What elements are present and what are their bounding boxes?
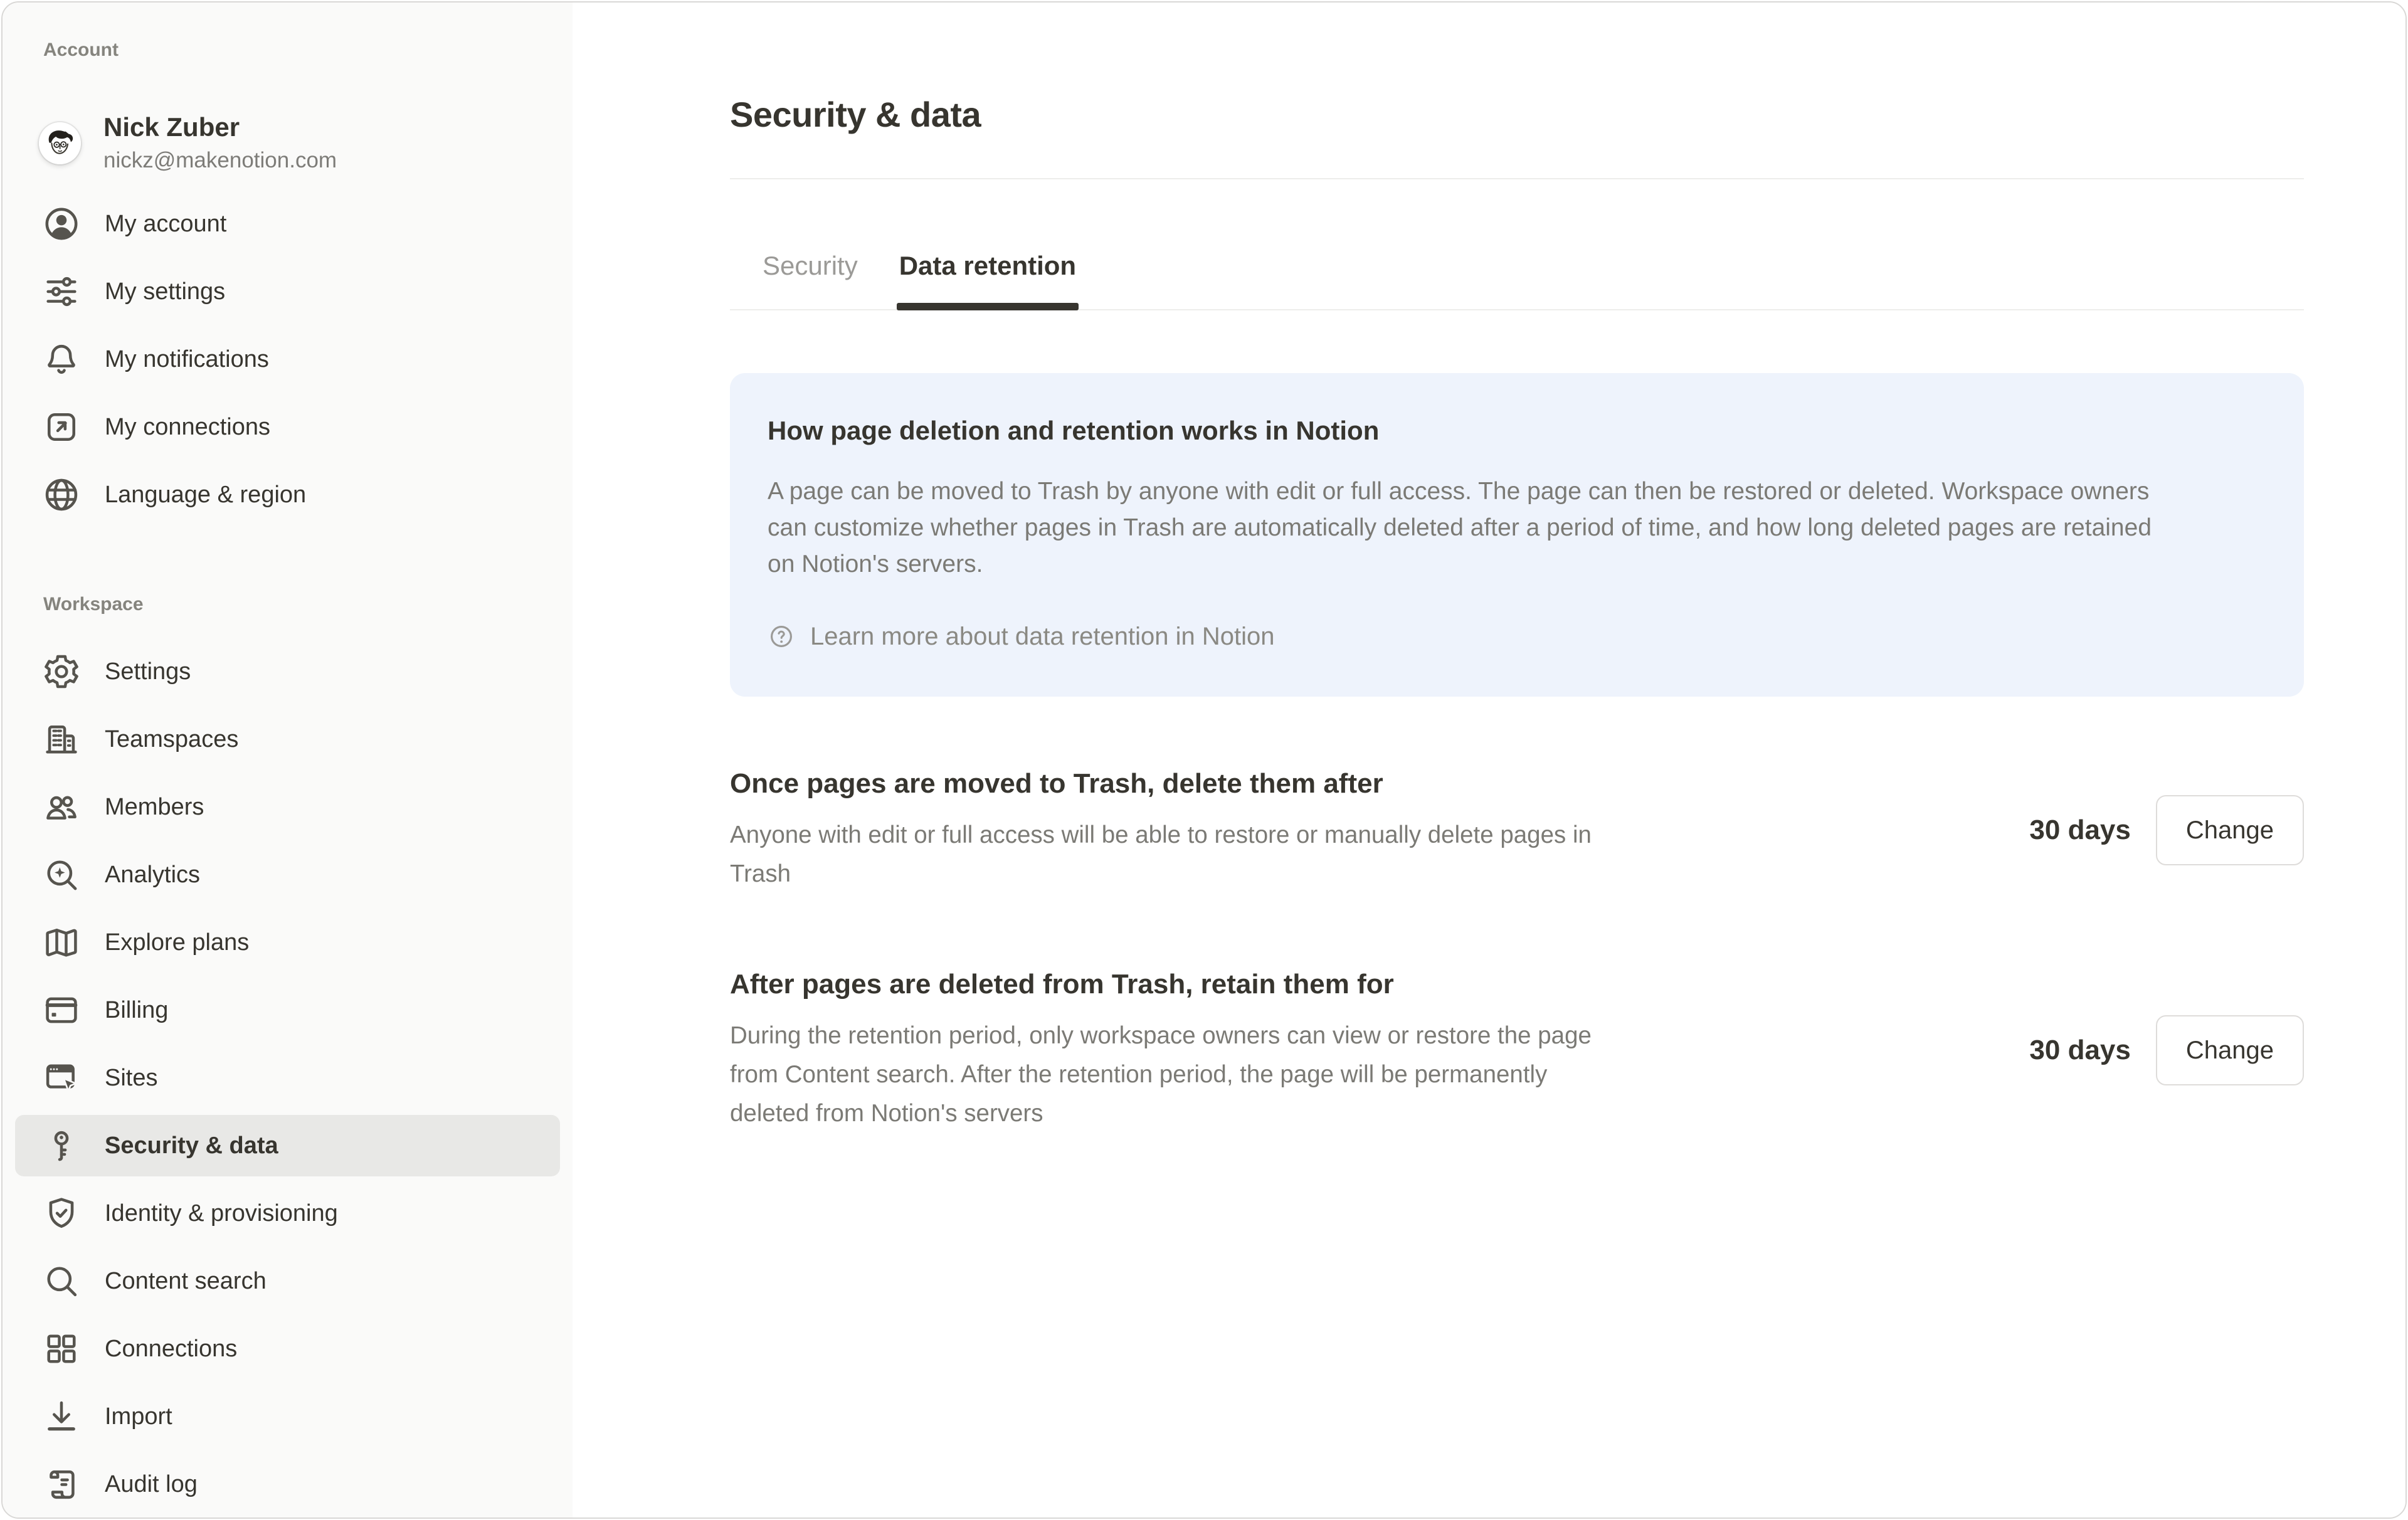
settings-modal xyxy=(1,1,2407,1519)
sidebar-item-label: Sites xyxy=(105,1064,158,1091)
sidebar-item-billing[interactable] xyxy=(15,979,560,1041)
avatar xyxy=(39,122,81,164)
setting-description: Anyone with edit or full access will be able to restore or manually delete pages in Trash xyxy=(730,821,1592,887)
workspace-section-header: Workspace xyxy=(43,594,144,615)
sidebar-item-sites[interactable] xyxy=(15,1047,560,1109)
browser-cursor-icon xyxy=(41,1058,82,1098)
sidebar-item-label: Audit log xyxy=(105,1470,198,1497)
sidebar-item-analytics[interactable] xyxy=(15,844,560,905)
change-button[interactable]: Change xyxy=(2156,1015,2304,1085)
setting-controls xyxy=(2029,795,2304,865)
change-button[interactable]: Change xyxy=(2156,795,2304,865)
sidebar-item-label: Billing xyxy=(105,996,169,1023)
sidebar-item-audit-log[interactable] xyxy=(15,1454,560,1515)
sidebar-item-label: Members xyxy=(105,793,204,820)
settings-content xyxy=(573,3,2405,1517)
workspace-nav-list xyxy=(3,641,573,1515)
magnifier-sparkle-icon xyxy=(41,855,82,895)
tab-bar xyxy=(730,250,2304,310)
search-icon xyxy=(41,1261,82,1301)
user-circle-icon xyxy=(41,204,82,244)
setting-description: During the retention period, only workspace owners can view or restore the page from Content search. After the retention period, the page will be permanently deleted from Notion's servers xyxy=(730,1022,1592,1127)
sidebar-item-my-connections[interactable] xyxy=(15,396,560,458)
sidebar-item-language-region[interactable] xyxy=(15,464,560,525)
help-circle-icon xyxy=(768,623,795,650)
sliders-icon xyxy=(41,272,82,312)
setting-row-after-pages-are-deleted-from-trash-retain-them-for xyxy=(730,968,2304,1133)
sidebar-item-members[interactable] xyxy=(15,776,560,838)
map-icon xyxy=(41,922,82,963)
learn-more-link[interactable] xyxy=(768,620,1275,653)
learn-more-label: Learn more about data retention in Notion xyxy=(810,623,1275,650)
sidebar-item-label: My account xyxy=(105,210,227,237)
sidebar-item-label: My connections xyxy=(105,413,271,440)
sidebar-item-settings[interactable] xyxy=(15,641,560,702)
user-name: Nick Zuber xyxy=(103,112,240,142)
sidebar-item-label: Settings xyxy=(105,658,191,685)
sidebar-item-label: Identity & provisioning xyxy=(105,1200,338,1227)
title-divider xyxy=(730,178,2304,179)
info-box-body: A page can be moved to Trash by anyone with edit or full access. The page can then be restored or deleted. Workspace owners can customize whether pages in Trash are automatically deleted after a period of time, and how long deleted pages are retained on Notion's servers. xyxy=(768,478,2152,578)
settings-rows xyxy=(730,767,2304,1133)
sidebar-item-label: My notifications xyxy=(105,346,269,372)
tab-security[interactable]: Security xyxy=(763,251,858,280)
tab-data-retention[interactable]: Data retention xyxy=(899,250,1076,309)
info-box-title: How page deletion and retention works in Notion xyxy=(768,416,1380,445)
sidebar-item-label: Connections xyxy=(105,1335,238,1362)
retention-value: 30 days xyxy=(2029,1035,2131,1065)
sidebar-item-my-account[interactable] xyxy=(15,193,560,255)
grid-icon xyxy=(41,1329,82,1369)
setting-title: Once pages are moved to Trash, delete them after xyxy=(730,768,1383,799)
sidebar-item-my-notifications[interactable] xyxy=(15,329,560,390)
globe-icon xyxy=(41,475,82,515)
setting-text xyxy=(730,767,1627,894)
sidebar-item-connections[interactable] xyxy=(15,1318,560,1380)
sidebar-item-label: Language & region xyxy=(105,481,307,508)
retention-info-box xyxy=(730,373,2304,697)
arrow-up-right-square-icon xyxy=(41,407,82,447)
user-identity xyxy=(103,112,337,174)
shield-check-icon xyxy=(41,1193,82,1233)
account-section-header: Account xyxy=(43,40,119,60)
sidebar-item-label: My settings xyxy=(105,278,226,305)
people-icon xyxy=(41,787,82,827)
sidebar-item-label: Import xyxy=(105,1403,172,1430)
sidebar-item-label: Security & data xyxy=(105,1132,278,1159)
account-nav-list xyxy=(3,193,573,525)
setting-title: After pages are deleted from Trash, retain them for xyxy=(730,969,1394,1000)
retention-value: 30 days xyxy=(2029,815,2131,845)
sidebar-item-explore-plans[interactable] xyxy=(15,912,560,973)
sidebar-item-label: Teamspaces xyxy=(105,726,239,752)
key-icon xyxy=(41,1126,82,1166)
setting-row-once-pages-are-moved-to-trash-delete-them-after xyxy=(730,767,2304,894)
building-icon xyxy=(41,719,82,759)
gear-icon xyxy=(41,652,82,692)
sidebar-item-teamspaces[interactable] xyxy=(15,709,560,770)
setting-text xyxy=(730,968,1627,1133)
bell-icon xyxy=(41,339,82,379)
settings-sidebar xyxy=(3,3,573,1517)
sidebar-item-label: Content search xyxy=(105,1267,267,1294)
setting-controls xyxy=(2029,1015,2304,1085)
sidebar-item-label: Analytics xyxy=(105,861,201,888)
credit-card-icon xyxy=(41,990,82,1030)
sidebar-item-content-search[interactable] xyxy=(15,1250,560,1312)
sidebar-item-my-settings[interactable] xyxy=(15,261,560,322)
sidebar-item-security-data[interactable] xyxy=(15,1115,560,1176)
audit-scroll-icon xyxy=(41,1464,82,1504)
sidebar-item-identity-provisioning[interactable] xyxy=(15,1183,560,1244)
sidebar-item-import[interactable] xyxy=(15,1386,560,1447)
user-profile xyxy=(39,112,560,174)
sidebar-item-label: Explore plans xyxy=(105,929,250,956)
import-arrow-icon xyxy=(41,1396,82,1437)
page-title: Security & data xyxy=(730,95,981,134)
user-email: nickz@makenotion.com xyxy=(103,148,337,172)
